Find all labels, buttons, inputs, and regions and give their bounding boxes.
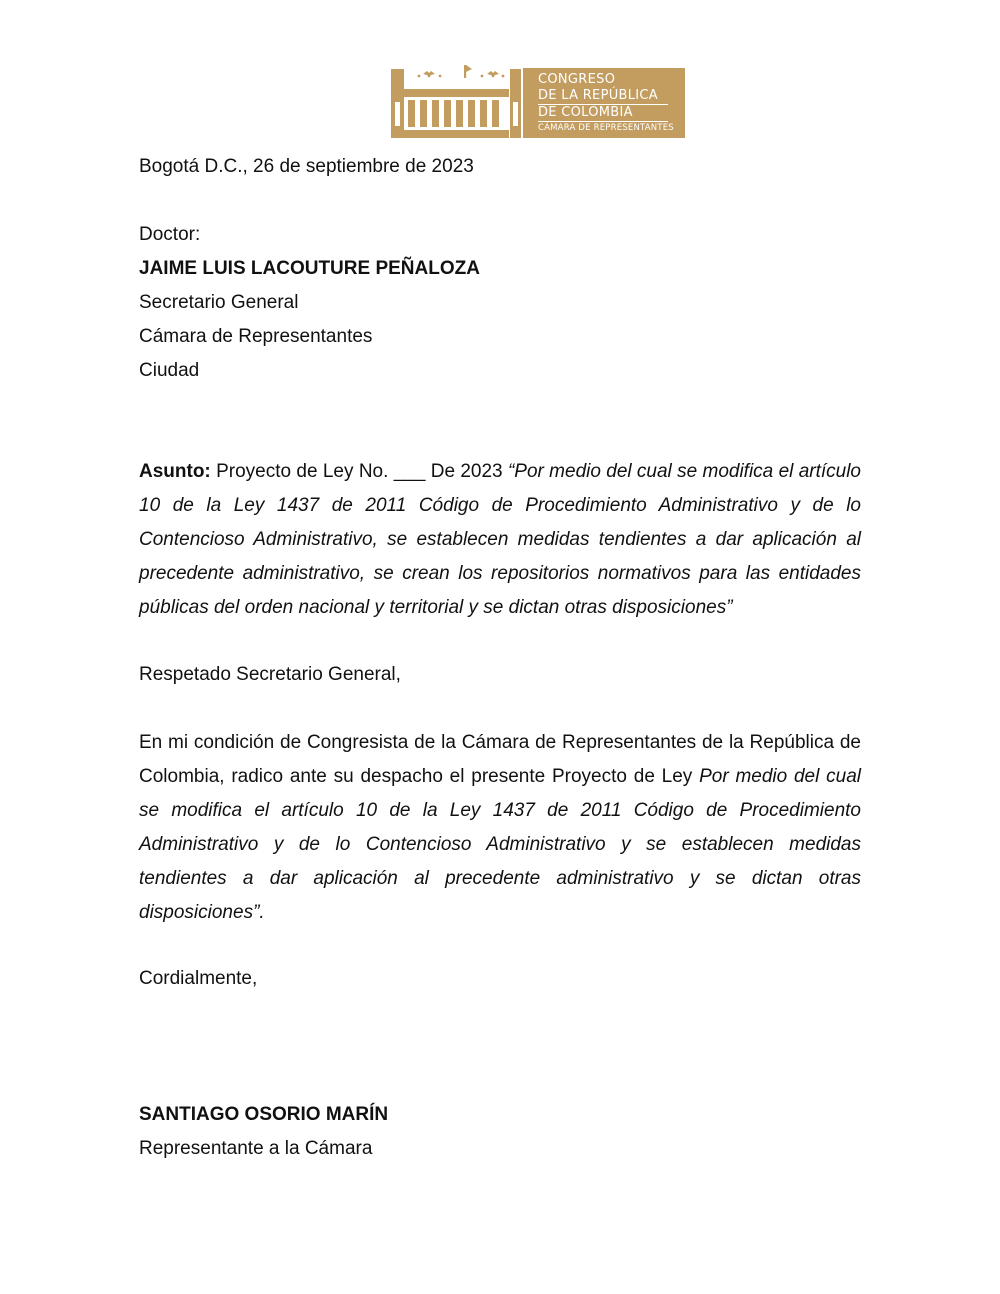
addressee-position: Secretario General <box>139 292 299 313</box>
letter-date: Bogotá D.C., 26 de septiembre de 2023 <box>139 156 474 177</box>
addressee-institution: Cámara de Representantes <box>139 326 373 347</box>
subject-label: Asunto: <box>139 461 211 482</box>
addressee-city: Ciudad <box>139 360 200 381</box>
subject-title: “Por medio del cual se modifica el artículo 10 de la Ley 1437 de 2011 Código de Procedimiento Administrativo y de lo Contencioso Administrativo, se establecen medidas tendientes a dar aplicación al precedente administrativo, se crean los repositorios normativos para las entidades públicas del orden nacional y territorial y se dictan otras disposiciones” <box>139 461 861 618</box>
body-text: En mi condición de Congresista de la Cámara de Representantes de la República de Colombia, radico ante su despacho el presente Proyecto de Ley <box>139 732 861 787</box>
congress-logo <box>389 62 687 140</box>
logo-line-republica: DE LA REPÚBLICA <box>538 88 668 105</box>
signature-role: Representante a la Cámara <box>139 1138 373 1159</box>
greeting: Respetado Secretario General, <box>139 664 401 685</box>
subject-paragraph <box>139 455 861 625</box>
signature-name: SANTIAGO OSORIO MARÍN <box>139 1104 389 1125</box>
logo-line-camara: CÁMARA DE REPRESENTANTES <box>538 123 674 133</box>
body-paragraph <box>139 726 861 930</box>
addressee-title: Doctor: <box>139 224 201 245</box>
logo-line-congreso: CONGRESO <box>538 72 616 87</box>
closing: Cordialmente, <box>139 968 258 989</box>
capitol-building-icon <box>389 62 524 140</box>
subject-prefix: Proyecto de Ley No. ___ De 2023 <box>210 461 508 482</box>
logo-line-colombia: DE COLOMBIA <box>538 105 668 122</box>
logo-text-box <box>523 68 685 138</box>
body-title: Por medio del cual se modifica el artículo 10 de la Ley 1437 de 2011 Código de Procedimiento Administrativo y de lo Contencioso Administrativo y se establecen medidas tendientes a dar aplicación al precedente administrativo y se dictan otras disposiciones”. <box>139 766 861 923</box>
addressee-name: JAIME LUIS LACOUTURE PEÑALOZA <box>139 258 480 279</box>
